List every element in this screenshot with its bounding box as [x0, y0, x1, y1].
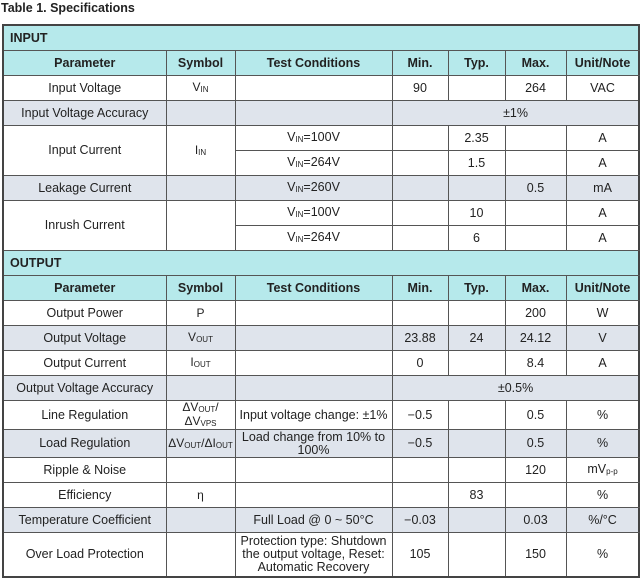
column-header: Min.	[392, 276, 448, 301]
unit-cell: %	[566, 430, 639, 458]
column-header-row	[3, 276, 639, 301]
text-part: =264V	[303, 155, 340, 169]
subscript: IN	[198, 147, 207, 157]
table-row	[3, 376, 639, 401]
test-conditions-cell	[235, 351, 392, 376]
table-row	[3, 201, 639, 226]
test-conditions-cell	[235, 326, 392, 351]
min-cell	[392, 151, 448, 176]
symbol-cell	[166, 351, 235, 376]
unit-cell: %/°C	[566, 508, 639, 533]
unit-cell: A	[566, 126, 639, 151]
text-part: I	[190, 355, 194, 369]
subscript: OUT	[198, 405, 216, 414]
text-part: V	[287, 155, 296, 169]
test-conditions-cell: Full Load @ 0 ~ 50°C	[235, 508, 392, 533]
parameter-cell: Temperature Coefficient	[3, 508, 166, 533]
min-cell: 0	[392, 351, 448, 376]
max-cell: 24.12	[505, 326, 566, 351]
test-conditions-cell	[235, 126, 392, 151]
typ-cell	[448, 351, 505, 376]
unit-cell	[566, 458, 639, 483]
min-cell	[392, 301, 448, 326]
test-conditions-cell	[235, 151, 392, 176]
text-part: /ΔI	[201, 435, 216, 450]
symbol-cell	[166, 401, 235, 430]
min-cell	[392, 176, 448, 201]
parameter-cell: Input Voltage	[3, 76, 166, 101]
min-cell	[392, 458, 448, 483]
section-header-input	[3, 25, 639, 51]
subscript: OUT	[196, 335, 213, 344]
symbol-cell	[166, 430, 235, 458]
parameter-cell: Ripple & Noise	[3, 458, 166, 483]
text-part: ΔV	[168, 435, 185, 450]
typ-cell	[448, 430, 505, 458]
unit-cell: A	[566, 351, 639, 376]
min-cell	[392, 483, 448, 508]
symbol-cell	[166, 201, 235, 251]
max-cell: 150	[505, 533, 566, 577]
text-part: /ΔV	[184, 400, 219, 428]
column-header: Parameter	[3, 276, 166, 301]
text-part: ΔV	[182, 400, 199, 414]
min-cell: 105	[392, 533, 448, 577]
typ-cell: 1.5	[448, 151, 505, 176]
max-cell: 0.5	[505, 176, 566, 201]
typ-cell: 10	[448, 201, 505, 226]
parameter-cell: Over Load Protection	[3, 533, 166, 577]
table-row	[3, 301, 639, 326]
text-part: =100V	[303, 205, 340, 219]
max-cell	[505, 201, 566, 226]
text-part: V	[188, 330, 197, 344]
subscript: VPS	[200, 419, 217, 428]
text-part: I	[194, 142, 199, 157]
max-cell: 0.03	[505, 508, 566, 533]
text-part: V	[287, 180, 296, 194]
max-cell: 120	[505, 458, 566, 483]
table-row	[3, 401, 639, 430]
column-header: Max.	[505, 51, 566, 76]
table-row	[3, 533, 639, 577]
text-part: =264V	[303, 230, 340, 244]
symbol-cell	[166, 376, 235, 401]
typ-cell: 24	[448, 326, 505, 351]
parameter-cell: Input Current	[3, 126, 166, 176]
max-cell: 200	[505, 301, 566, 326]
column-header: Symbol	[166, 276, 235, 301]
section-title: OUTPUT	[3, 251, 639, 276]
column-header: Symbol	[166, 51, 235, 76]
parameter-cell: Output Voltage	[3, 326, 166, 351]
parameter-cell: Line Regulation	[3, 401, 166, 430]
test-conditions-cell	[235, 101, 392, 126]
range-value-cell: ±0.5%	[392, 376, 639, 401]
text-part: V	[192, 80, 201, 94]
column-header: Min.	[392, 51, 448, 76]
column-header: Parameter	[3, 51, 166, 76]
table-row	[3, 176, 639, 201]
subscript: IN	[295, 185, 304, 194]
unit-cell: %	[566, 483, 639, 508]
typ-cell	[448, 533, 505, 577]
parameter-cell: Input Voltage Accuracy	[3, 101, 166, 126]
test-conditions-cell	[235, 458, 392, 483]
parameter-cell: Efficiency	[3, 483, 166, 508]
subscript: OUT	[215, 440, 233, 450]
typ-cell	[448, 401, 505, 430]
max-cell: 264	[505, 76, 566, 101]
specifications-table	[2, 24, 640, 578]
symbol-cell	[166, 76, 235, 101]
parameter-cell: Output Power	[3, 301, 166, 326]
symbol-cell	[166, 508, 235, 533]
min-cell: −0.03	[392, 508, 448, 533]
test-conditions-cell	[235, 201, 392, 226]
max-cell: 0.5	[505, 430, 566, 458]
text-part: mV	[587, 462, 607, 476]
typ-cell: 6	[448, 226, 505, 251]
symbol-cell	[166, 458, 235, 483]
column-header: Test Conditions	[235, 51, 392, 76]
parameter-cell: Output Voltage Accuracy	[3, 376, 166, 401]
max-cell: 8.4	[505, 351, 566, 376]
table-row	[3, 126, 639, 151]
test-conditions-cell	[235, 176, 392, 201]
unit-cell: %	[566, 533, 639, 577]
unit-cell: VAC	[566, 76, 639, 101]
parameter-cell: Load Regulation	[3, 430, 166, 458]
min-cell: −0.5	[392, 430, 448, 458]
parameter-cell: Output Current	[3, 351, 166, 376]
symbol-cell: η	[166, 483, 235, 508]
text-part: =100V	[303, 130, 340, 144]
table-row	[3, 326, 639, 351]
symbol-cell	[166, 326, 235, 351]
subscript: IN	[295, 135, 304, 144]
table-row	[3, 508, 639, 533]
table-row	[3, 483, 639, 508]
test-conditions-cell: Load change from 10% to 100%	[235, 430, 392, 458]
table-row	[3, 351, 639, 376]
unit-cell: A	[566, 201, 639, 226]
column-header: Unit/Note	[566, 51, 639, 76]
table-row	[3, 458, 639, 483]
symbol-cell	[166, 533, 235, 577]
typ-cell	[448, 508, 505, 533]
typ-cell: 83	[448, 483, 505, 508]
column-header: Test Conditions	[235, 276, 392, 301]
subscript: IN	[295, 235, 304, 244]
min-cell: −0.5	[392, 401, 448, 430]
test-conditions-cell	[235, 376, 392, 401]
typ-cell: 2.35	[448, 126, 505, 151]
test-conditions-cell	[235, 301, 392, 326]
column-header: Typ.	[448, 276, 505, 301]
parameter-cell: Leakage Current	[3, 176, 166, 201]
subscript: IN	[200, 85, 209, 94]
test-conditions-cell	[235, 226, 392, 251]
parameter-cell: Inrush Current	[3, 201, 166, 251]
max-cell	[505, 483, 566, 508]
text-part: =260V	[303, 180, 340, 194]
column-header: Max.	[505, 276, 566, 301]
unit-cell: %	[566, 401, 639, 430]
table-row	[3, 101, 639, 126]
min-cell: 23.88	[392, 326, 448, 351]
symbol-cell	[166, 126, 235, 176]
unit-cell: A	[566, 151, 639, 176]
min-cell	[392, 126, 448, 151]
section-title: INPUT	[3, 25, 639, 51]
typ-cell	[448, 458, 505, 483]
subscript: OUT	[193, 360, 211, 369]
typ-cell	[448, 301, 505, 326]
min-cell	[392, 226, 448, 251]
table-title: Table 1. Specifications	[1, 1, 135, 15]
subscript: p-p	[606, 467, 618, 476]
subscript: IN	[295, 160, 304, 169]
test-conditions-cell	[235, 76, 392, 101]
min-cell: 90	[392, 76, 448, 101]
text-part: V	[287, 205, 296, 219]
subscript: IN	[295, 210, 304, 219]
range-value-cell: ±1%	[392, 101, 639, 126]
symbol-cell: P	[166, 301, 235, 326]
symbol-cell	[166, 101, 235, 126]
max-cell: 0.5	[505, 401, 566, 430]
unit-cell: A	[566, 226, 639, 251]
test-conditions-cell: Input voltage change: ±1%	[235, 401, 392, 430]
min-cell	[392, 201, 448, 226]
unit-cell: W	[566, 301, 639, 326]
unit-cell: V	[566, 326, 639, 351]
test-conditions-cell	[235, 483, 392, 508]
table-row	[3, 76, 639, 101]
text-part: V	[287, 230, 296, 244]
text-part: V	[287, 130, 296, 144]
symbol-cell	[166, 176, 235, 201]
column-header-row	[3, 51, 639, 76]
unit-cell: mA	[566, 176, 639, 201]
section-header-output	[3, 251, 639, 276]
typ-cell	[448, 176, 505, 201]
column-header: Typ.	[448, 51, 505, 76]
max-cell	[505, 126, 566, 151]
test-conditions-cell: Protection type: Shutdown the output voltage, Reset: Automatic Recovery	[235, 533, 392, 577]
column-header: Unit/Note	[566, 276, 639, 301]
subscript: OUT	[184, 440, 202, 450]
max-cell	[505, 226, 566, 251]
max-cell	[505, 151, 566, 176]
table-row	[3, 430, 639, 458]
typ-cell	[448, 76, 505, 101]
